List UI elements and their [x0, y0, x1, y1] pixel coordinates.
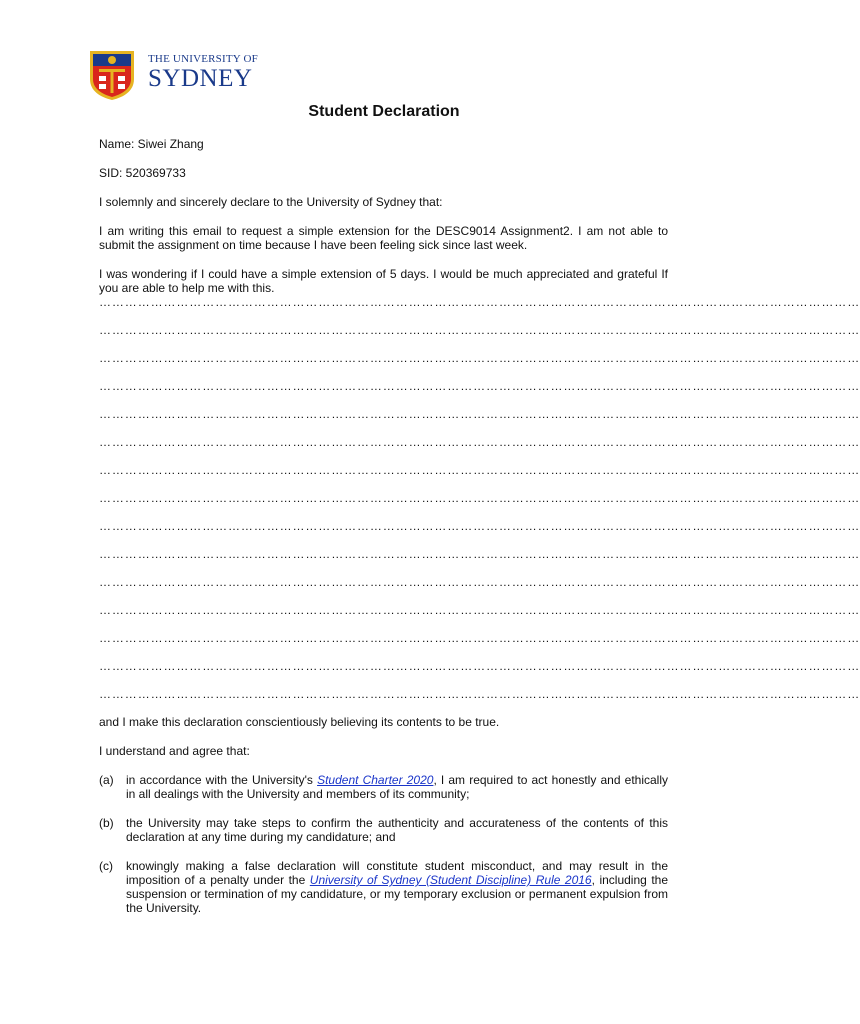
logo-sydney: SYDNEY: [148, 65, 253, 92]
dotted-line: ……………………………………………………………………………………………………………………………………………………………: [99, 659, 860, 673]
dotted-line: ……………………………………………………………………………………………………………………………………………………………: [99, 687, 860, 701]
item-c: [99, 859, 668, 915]
item-a-text: [126, 773, 668, 801]
dotted-line: ……………………………………………………………………………………………………………………………………………………………: [99, 519, 860, 533]
university-crest-icon: [86, 49, 138, 101]
item-c-label: (c): [99, 859, 113, 873]
item-b-label: (b): [99, 816, 114, 830]
declaration-intro: I solemnly and sincerely declare to the University of Sydney that:: [99, 195, 443, 209]
student-charter-link[interactable]: Student Charter 2020: [317, 773, 434, 787]
dotted-line: ……………………………………………………………………………………………………………………………………………………………: [99, 351, 860, 365]
dotted-line: ……………………………………………………………………………………………………………………………………………………………: [99, 407, 860, 421]
university-logo: [86, 49, 258, 101]
item-a-label: (a): [99, 773, 114, 787]
dotted-line: ……………………………………………………………………………………………………………………………………………………………: [99, 435, 860, 449]
logo-university-of: THE UNIVERSITY OF: [148, 53, 258, 65]
dotted-line: ……………………………………………………………………………………………………………………………………………………………: [99, 379, 860, 393]
dotted-line: ……………………………………………………………………………………………………………………………………………………………: [99, 323, 860, 337]
item-a-text-pre: in accordance with the University's: [126, 773, 318, 787]
dotted-line: ……………………………………………………………………………………………………………………………………………………………: [99, 491, 860, 505]
dotted-line: ……………………………………………………………………………………………………………………………………………………………: [99, 603, 860, 617]
dotted-line: ……………………………………………………………………………………………………………………………………………………………: [99, 631, 860, 645]
item-c-text-post: , including the suspension or termination of my candidature, or my temporary exclusion or permanent expulsion from the University.: [126, 873, 668, 915]
item-c-text-pre: knowingly making a false declaration will constitute student misconduct, and may result in the imposition of a penalty under the: [126, 859, 668, 887]
dotted-line: ……………………………………………………………………………………………………………………………………………………………: [99, 463, 860, 477]
item-a-text-post: , I am required to act honestly and ethically in all dealings with the University and members of its community;: [126, 773, 669, 801]
declaration-body: [99, 137, 860, 915]
closing-statement: and I make this declaration conscientiously believing its contents to be true.: [99, 715, 500, 729]
name-field: Name: Siwei Zhang: [99, 137, 204, 151]
student-discipline-rule-link[interactable]: University of Sydney (Student Discipline) Rule 2016: [309, 873, 592, 887]
page-title: Student Declaration: [308, 103, 460, 120]
item-b: [99, 816, 668, 844]
declaration-paragraph-2: I was wondering if I could have a simple extension of 5 days. I would be much appreciated and grateful If you are able to help me with this.: [99, 267, 668, 295]
item-c-text: [126, 859, 668, 915]
dotted-line: ……………………………………………………………………………………………………………………………………………………………: [99, 575, 860, 589]
declaration-paragraph-1: I am writing this email to request a simple extension for the DESC9014 Assignment2. I am not able to submit the assignment on time because I have been feeling sick since last week.: [99, 224, 668, 252]
item-a: [99, 773, 668, 801]
sid-field: SID: 520369733: [99, 166, 186, 180]
item-b-text: the University may take steps to confirm the authenticity and accurateness of the contents of this declaration at any time during my candidature; and: [126, 816, 668, 844]
dotted-line: ……………………………………………………………………………………………………………………………………………………………: [99, 547, 860, 561]
understand-heading: I understand and agree that:: [99, 744, 250, 758]
dotted-line: ……………………………………………………………………………………………………………………………………………………………: [99, 295, 860, 309]
